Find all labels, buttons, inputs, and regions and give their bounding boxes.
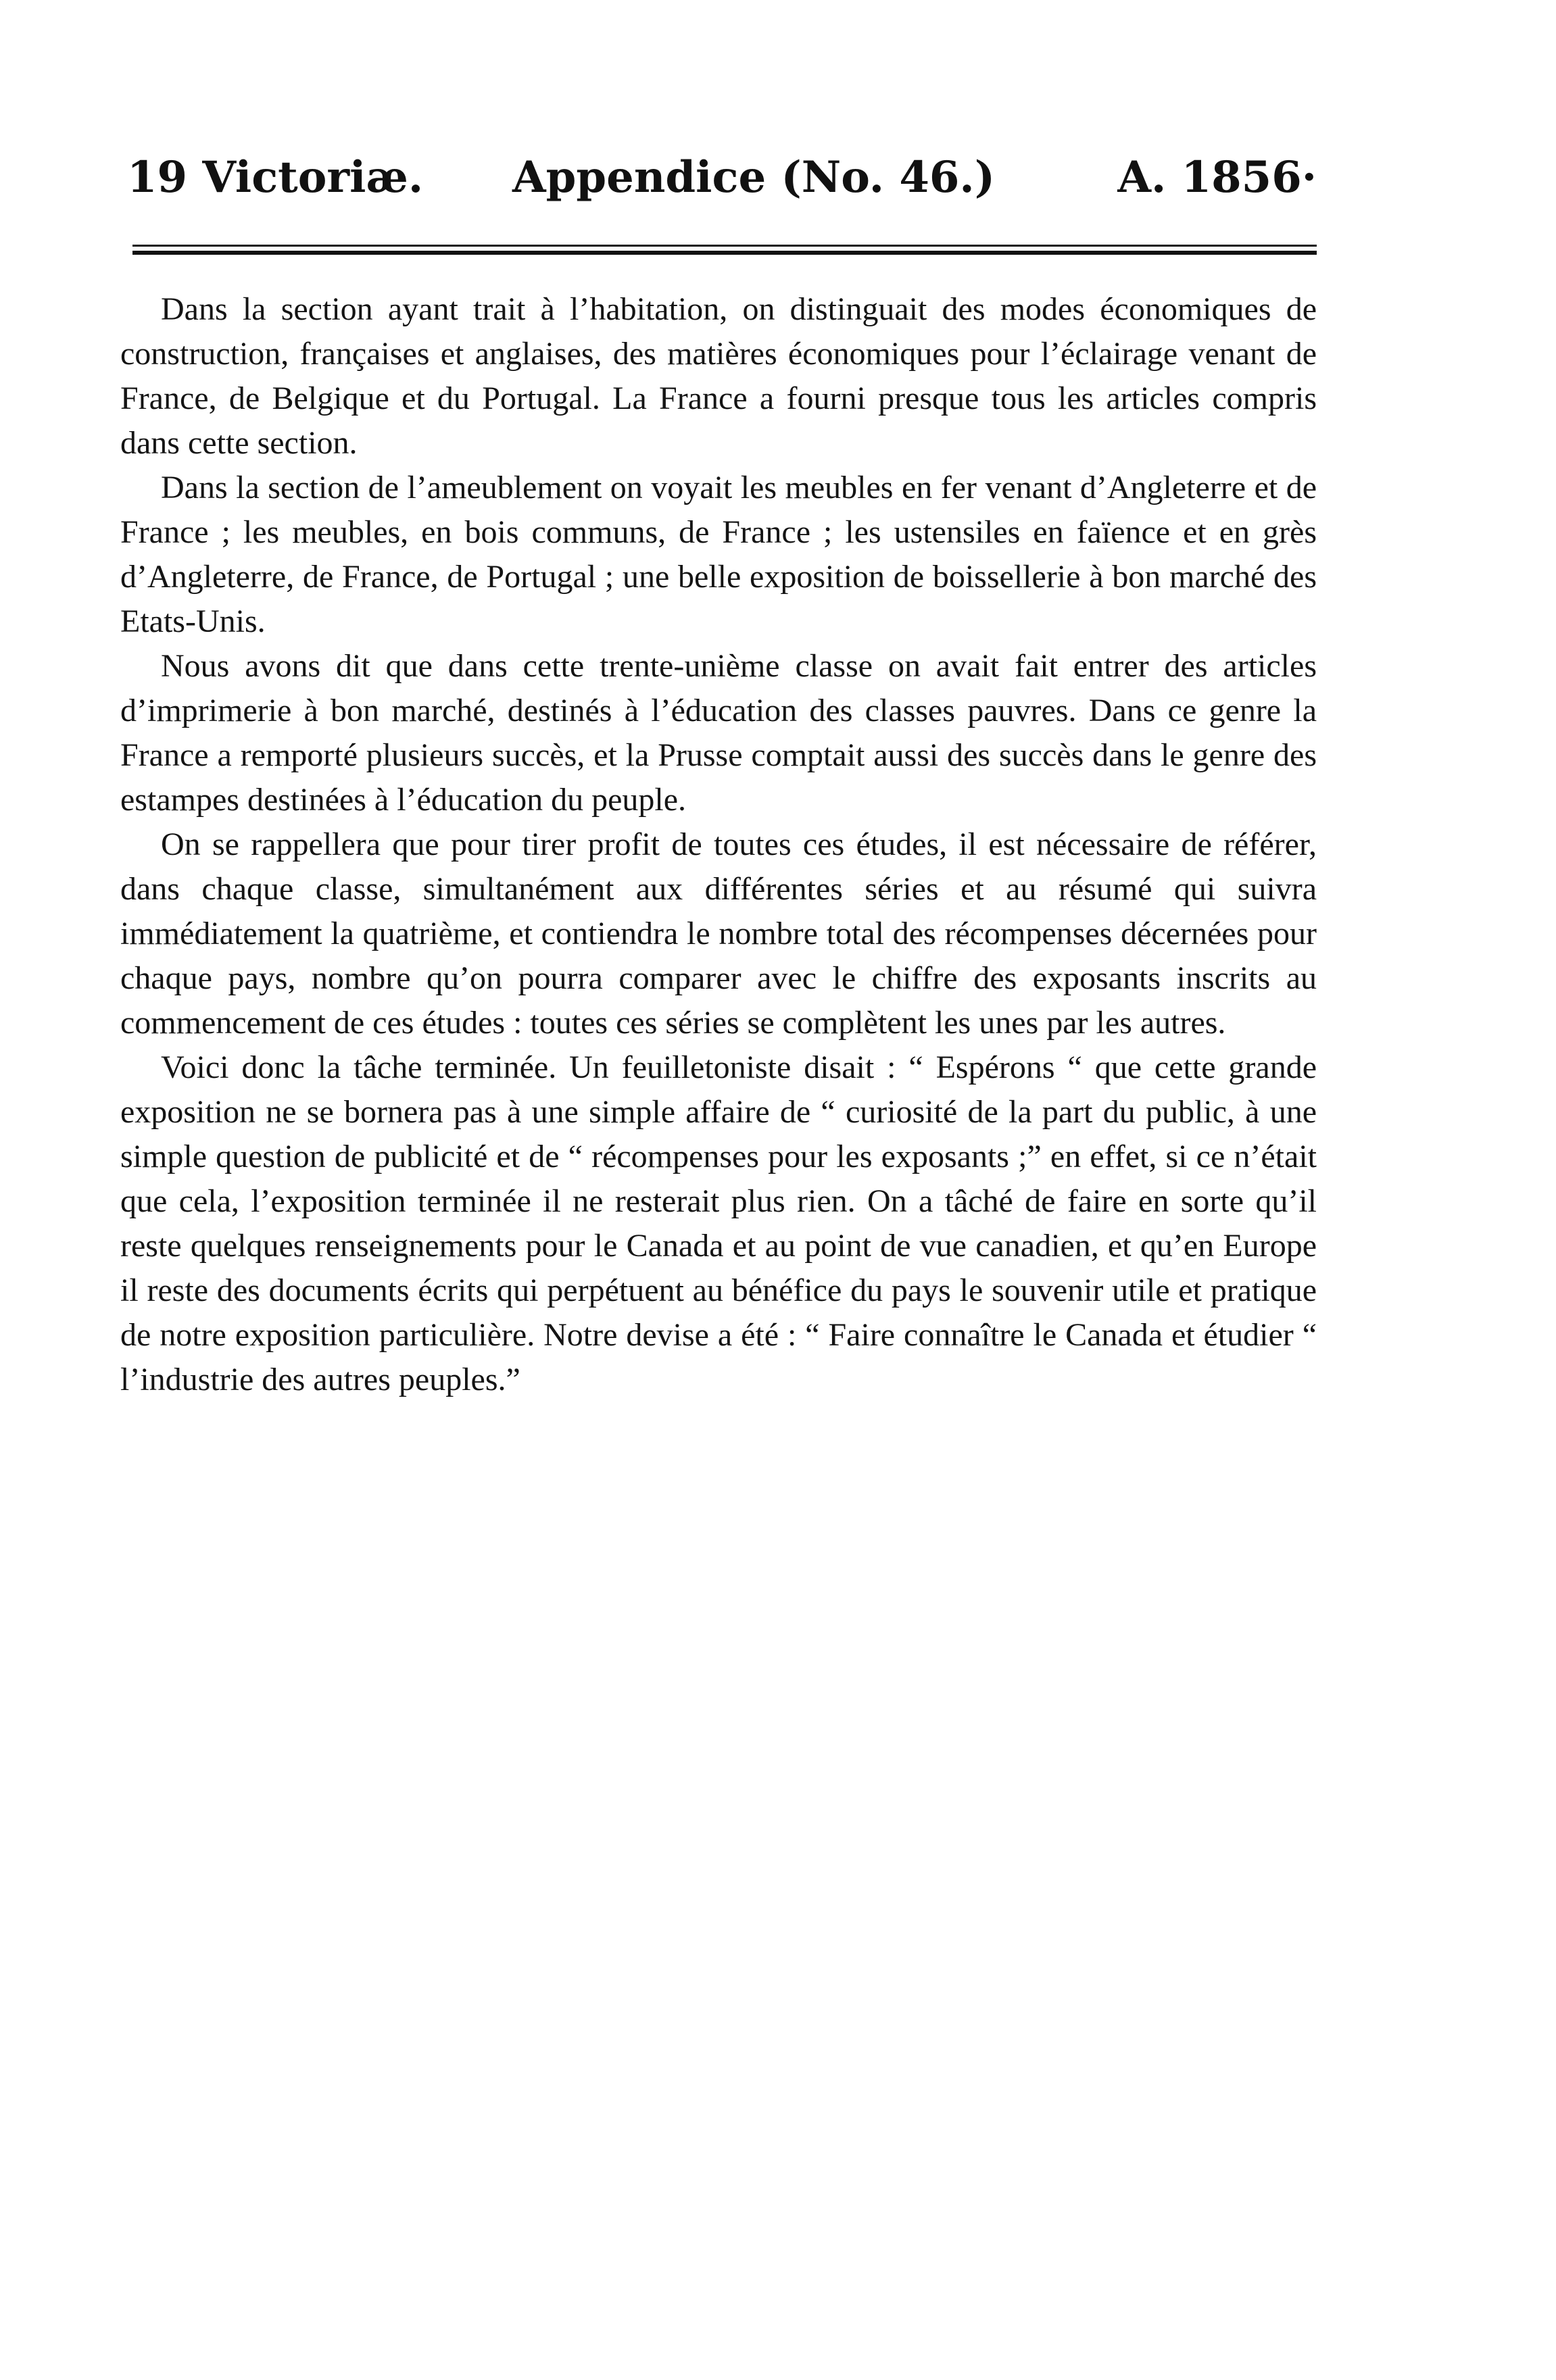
paragraph-ameublement: Dans la section de l’ameublement on voyait les meubles en fer venant d’Angleterre et de France ; les meubles, en bois communs, de France ; les ustensiles en faïence et en grès d’Angleterre, de France, de Portugal ; une belle exposition de boissellerie à bon marché des Etats-Unis. [120,470,1317,639]
header-rule-thin [132,245,1317,247]
header-rule-thick [132,251,1317,255]
paragraph-habitation: Dans la section ayant trait à l’habitation, on distinguait des modes économiques de construction, françaises et anglaises, des matières économiques pour l’éclairage venant de France, de Belgique et du Portugal. La France a fourni presque tous les articles compris dans cette section. [120,291,1317,461]
paragraph-imprimerie: Nous avons dit que dans cette trente-unième classe on avait fait entrer des articles d’imprimerie à bon marché, destinés à l’éducation des classes pauvres. Dans ce genre la France a remporté plusieurs succès, et la Prusse comptait aussi des succès dans le genre des estampes destinées à l’éducation du peuple. [120,648,1317,818]
header-year: A. 1856· [1117,152,1317,203]
header-appendix: Appendice (No. 46.) [512,152,995,203]
body-text [120,287,1317,1402]
page-header [127,147,1317,208]
paragraph-conclusion: Voici donc la tâche terminée. Un feuilletoniste disait : “ Espérons “ que cette grande exposition ne se bornera pas à une simple affaire de “ curiosité de la part du public, à une simple question de publicité et de “ récompenses pour les exposants ;” en effet, si ce n’était que cela, l’exposition terminée il ne resterait plus rien. On a tâché de faire en sorte qu’il reste quelques renseignements pour le Canada et au point de vue canadien, et qu’en Europe il reste des documents écrits qui perpétuent au bénéfice du pays le souvenir utile et pratique de notre exposition particulière. Notre devise a été : “ Faire connaître le Canada et étudier “ l’industrie des autres peuples.” [120,1049,1317,1397]
header-session: 19 Victoriæ. [127,152,424,203]
paragraph-etudes: On se rappellera que pour tirer profit de toutes ces études, il est nécessaire de référer, dans chaque classe, simultanément aux différentes séries et au résumé qui suivra immédiatement la quatrième, et contiendra le nombre total des récompenses décernées pour chaque pays, nombre qu’on pourra comparer avec le chiffre des exposants inscrits au commencement de ces études : toutes ces séries se complètent les unes par les autres. [120,826,1317,1041]
